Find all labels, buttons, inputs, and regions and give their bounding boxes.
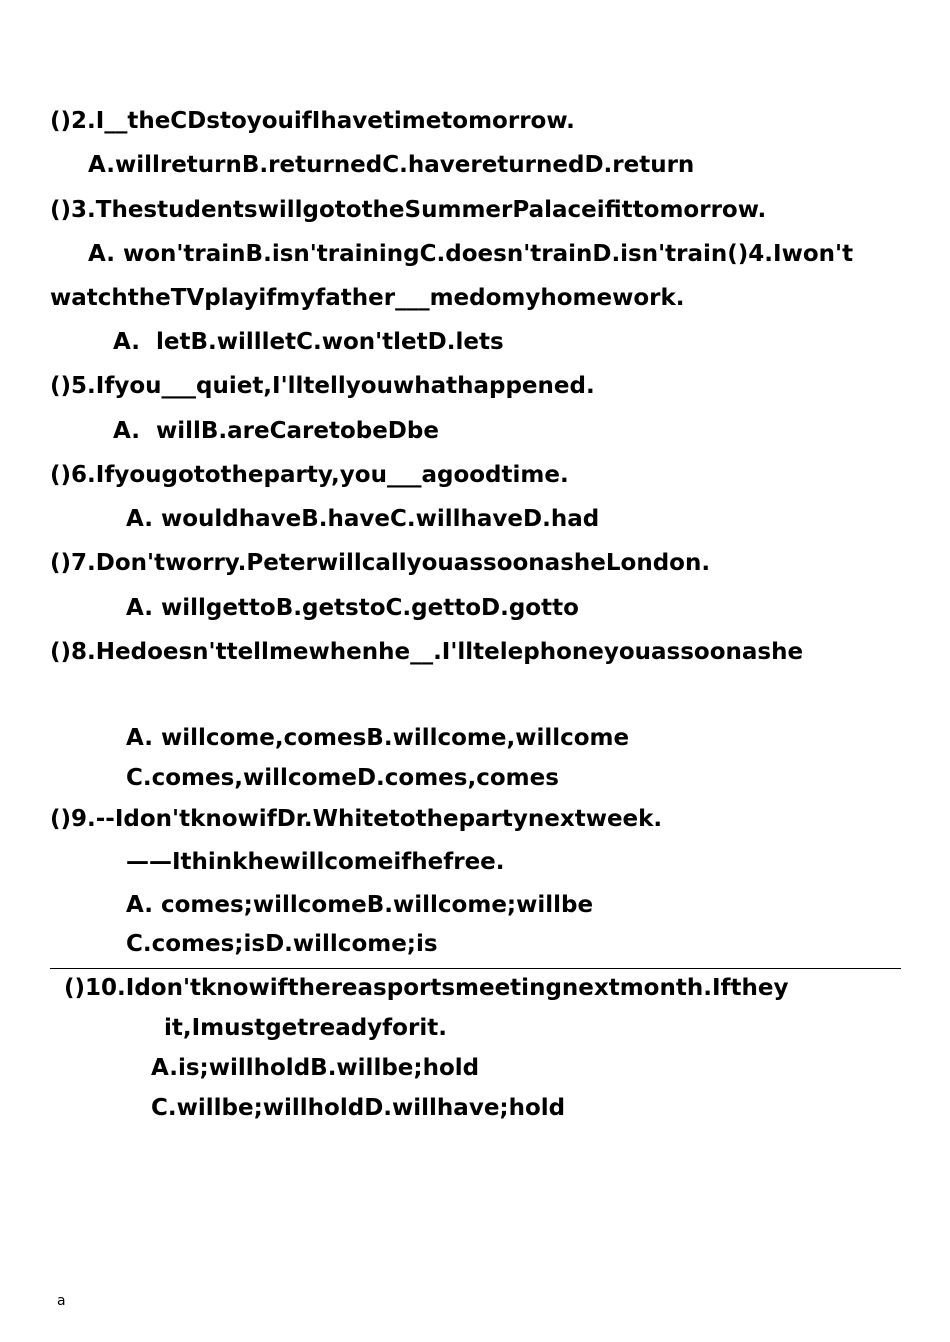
question-10-options-cd: C.willbe;willholdD.willhave;hold [151, 1095, 566, 1121]
question-8-stem: ()8.Hedoesn'ttellmewhenhe__.I'lltelephoneyouassoonashe [50, 639, 804, 665]
question-9-options-ab: A. comes;willcomeB.willcome;willbe [126, 892, 594, 918]
question-9-options-cd: C.comes;isD.willcome;is [126, 931, 438, 957]
question-2-options: A.willreturnB.returnedC.havereturnedD.return [88, 152, 695, 178]
question-4-options: A. letB.willletC.won'tletD.lets [113, 329, 504, 355]
question-9-reply: ——Ithinkhewillcomeifhefree. [126, 849, 505, 875]
question-10-options-ab: A.is;willholdB.willbe;hold [151, 1055, 480, 1081]
question-2-stem: ()2.I__theCDstoyouifIhavetimetomorrow. [50, 108, 575, 134]
question-7-options: A. willgettoB.getstoC.gettoD.gotto [126, 595, 579, 621]
horizontal-divider [50, 968, 901, 969]
question-6-options: A. wouldhaveB.haveC.willhaveD.had [126, 506, 600, 532]
page-footer-mark: a [57, 1293, 66, 1309]
question-5-stem: ()5.Ifyou___quiet,I'lltellyouwhathappened. [50, 373, 595, 399]
question-6-stem: ()6.Ifyougototheparty,you___agoodtime. [50, 462, 569, 488]
question-10-stem: ()10.Idon'tknowifthereasportsmeetingnextmonth.Ifthey [64, 975, 789, 1001]
question-3-options: A. won'trainB.isn'trainingC.doesn'trainD.isn'train()4.Iwon't [88, 241, 854, 267]
question-8-options-ab: A. willcome,comesB.willcome,willcome [126, 725, 630, 751]
question-3-stem: ()3.ThestudentswillgototheSummerPalaceifittomorrow. [50, 197, 767, 223]
question-8-options-cd: C.comes,willcomeD.comes,comes [126, 765, 559, 791]
question-4-stem: watchtheTVplayifmyfather___medomyhomework. [50, 285, 685, 311]
question-5-options: A. willB.areCaretobeDbe [113, 418, 439, 444]
question-9-stem: ()9.--Idon'tknowifDr.Whitetothepartynextweek. [50, 806, 663, 832]
question-10-stem-continued: it,Imustgetreadyforit. [164, 1015, 447, 1041]
question-7-stem: ()7.Don'tworry.PeterwillcallyouassoonasheLondon. [50, 550, 711, 576]
